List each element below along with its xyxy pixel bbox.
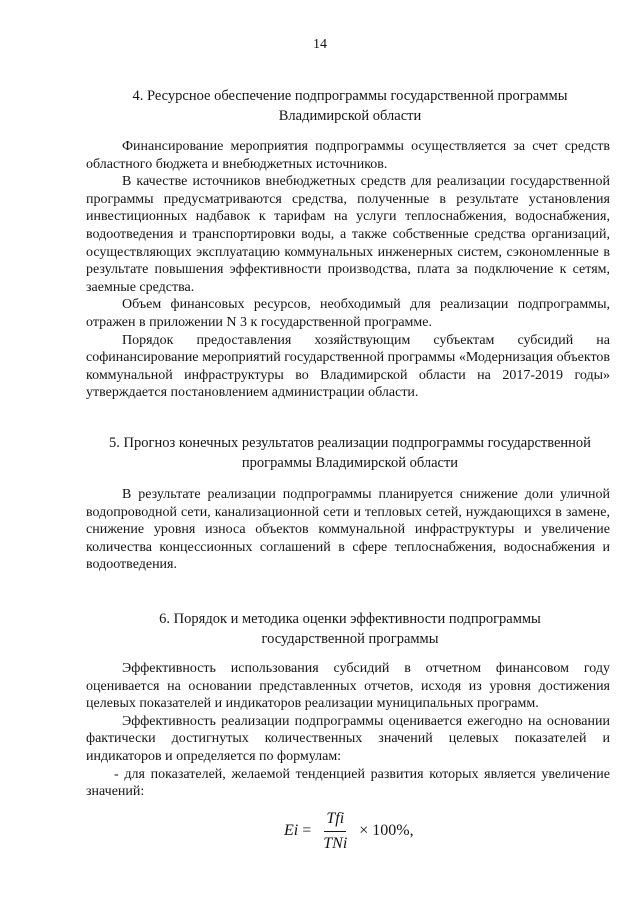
section-5-heading-line-1: 5. Прогноз конечных результатов реализации подпрограммы государственной <box>109 435 591 451</box>
section-5-heading <box>90 433 610 473</box>
formula-numerator: Tfi <box>324 809 346 832</box>
formula-lhs: Ei <box>284 822 299 839</box>
section-6-paragraph: Эффективность реализации подпрограммы оценивается ежегодно на основании фактически достигнутых количественных значений целевых показателей и индикаторов и определяется по формулам: <box>86 713 610 764</box>
formula-percent: 100%, <box>372 822 414 839</box>
section-6-heading <box>90 609 610 649</box>
formula-equals: = <box>302 822 312 839</box>
section-5-paragraph: В результате реализации подпрограммы планируется снижение доли уличной водопроводной сети, канализационной сети и тепловых сетей, нуждающихся в замене, снижение уровня износа объектов коммунальной инфраструктуры и увеличение количества концессионных соглашений в сфере теплоснабжения, водоснабжения и водоотведения. <box>86 487 610 573</box>
section-5-heading-line-2: программы Владимирской области <box>241 455 459 471</box>
section-4-body <box>86 138 610 402</box>
section-5-body <box>86 486 610 574</box>
section-6-list-item: - для показателей, желаемой тенденцией развития которых является увеличение значений: <box>86 766 610 800</box>
page-number: 14 <box>313 37 327 52</box>
section-4-paragraph: Финансирование мероприятия подпрограммы осуществляется за счет средств областного бюджета и внебюджетных источников. <box>86 139 610 172</box>
efficiency-formula <box>284 805 414 857</box>
section-4-paragraph: В качестве источников внебюджетных средств для реализации государственной программы предусматриваются средства, полученные в результате установления инвестиционных надбавок к тарифам на услуги теплоснабжения, водоснабжения, водоотведения и транспортировки воды, а также собственные средства организаций, осуществляющих эксплуатацию коммунальных инженерных систем, сэкономленные в результате повышения эффективности производства, плата за подключение к сетям, заемные средства. <box>86 174 610 295</box>
section-4-heading <box>90 86 610 126</box>
section-4-heading-line-1: 4. Ресурсное обеспечение подпрограммы государственной программы <box>132 88 568 104</box>
formula-denominator: TNi <box>323 834 348 852</box>
section-6-paragraph: Эффективность использования субсидий в отчетном финансовом году оценивается на основании представленных отчетов, исходя из уровня достижения целевых показателей и индикаторов реализации муниципальных программ. <box>86 661 610 712</box>
formula-times: × <box>359 822 369 839</box>
formula-fraction <box>321 809 349 854</box>
section-4-paragraph: Порядок предоставления хозяйствующим субъектам субсидий на софинансирование мероприятий государственной программы «Модернизация объектов коммунальной инфраструктуры во Владимирской области на 2017-2019 годы» утверждается постановлением администрации области. <box>86 332 610 401</box>
section-4-heading-line-2: Владимирской области <box>278 108 422 124</box>
section-6-heading-line-2: государственной программы <box>261 631 439 647</box>
section-6-heading-line-1: 6. Порядок и методика оценки эффективности подпрограммы <box>159 611 541 627</box>
section-4-paragraph: Объем финансовых ресурсов, необходимый для реализации подпрограммы, отражен в приложении N 3 к государственной программе. <box>86 297 610 330</box>
section-6-body <box>86 660 610 801</box>
